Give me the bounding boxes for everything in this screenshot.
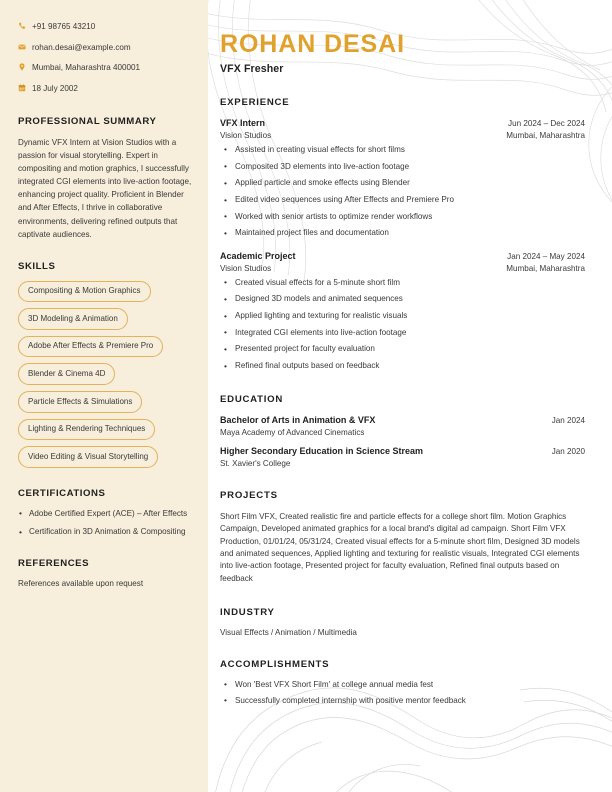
calendar-icon bbox=[18, 84, 32, 92]
experience-role: Academic Project bbox=[220, 250, 296, 261]
certification-item: • Adobe Certified Expert (ACE) – After Effects bbox=[18, 508, 192, 520]
education-date: Jan 2024 bbox=[551, 415, 585, 425]
skills-list bbox=[18, 281, 192, 468]
experience-bullet: • Applied lighting and texturing for realistic visuals bbox=[220, 311, 585, 322]
skill-pill: Particle Effects & Simulations bbox=[18, 391, 142, 413]
experience-entry-header bbox=[220, 118, 585, 130]
envelope-icon bbox=[18, 43, 32, 51]
accomplishment-item: • Successfully completed internship with positive mentor feedback bbox=[220, 696, 585, 707]
experience-date: Jan 2024 – May 2024 bbox=[507, 251, 585, 261]
experience-bullet: • Designed 3D models and animated sequences bbox=[220, 294, 585, 305]
section-heading-professional-summary: PROFESSIONAL SUMMARY bbox=[18, 115, 157, 127]
experience-bullet: • Applied particle and smoke effects using Blender bbox=[220, 178, 585, 189]
experience-date: Jun 2024 – Dec 2024 bbox=[508, 119, 585, 129]
sidebar bbox=[0, 0, 208, 792]
contact-phone-text: +91 98765 43210 bbox=[32, 22, 96, 31]
experience-entry-subheader bbox=[220, 131, 585, 140]
skill-pill: Video Editing & Visual Storytelling bbox=[18, 446, 158, 468]
candidate-job-title: VFX Fresher bbox=[220, 63, 284, 76]
skill-pill: Blender & Cinema 4D bbox=[18, 363, 115, 385]
experience-bullet: • Composited 3D elements into live-action footage bbox=[220, 162, 585, 173]
experience-entry bbox=[220, 118, 585, 239]
experience-entry-header bbox=[220, 251, 585, 263]
contact-item-location bbox=[18, 63, 192, 73]
experience-bullet: • Created visual effects for a 5-minute short film bbox=[220, 278, 585, 289]
education-entry-header bbox=[220, 446, 585, 458]
phone-icon bbox=[18, 22, 32, 30]
contact-email-text: rohan.desai@example.com bbox=[32, 42, 131, 52]
section-heading-projects: PROJECTS bbox=[220, 490, 278, 502]
contact-item-email bbox=[18, 43, 192, 53]
education-date: Jan 2020 bbox=[551, 446, 585, 456]
education-degree: Higher Secondary Education in Science Stream bbox=[220, 445, 424, 456]
education-entry bbox=[220, 415, 585, 437]
experience-bullet: • Maintained project files and documentation bbox=[220, 228, 585, 239]
professional-summary-text: Dynamic VFX Intern at Vision Studios with a passion for visual storytelling. Expert in compositing and motion graphics, I successfully integrated CGI elements into live-action footage, enhancing project quality. Proficient in Blender and After Effects, I thrive in collaborative environments, delivering refined outputs that captivate audiences. bbox=[18, 137, 192, 239]
education-degree: Bachelor of Arts in Animation & VFX bbox=[220, 414, 376, 425]
references-text: References available upon request bbox=[18, 579, 144, 589]
section-heading-references: REFERENCES bbox=[18, 558, 90, 570]
section-heading-education: EDUCATION bbox=[220, 393, 284, 405]
accomplishment-item: • Won 'Best VFX Short Film' at college annual media fest bbox=[220, 680, 585, 691]
experience-bullet: • Refined final outputs based on feedback bbox=[220, 361, 585, 372]
skill-pill: 3D Modeling & Animation bbox=[18, 308, 128, 330]
experience-bullet-list bbox=[220, 278, 585, 372]
experience-bullet-list bbox=[220, 145, 585, 239]
experience-organization: Vision Studios bbox=[220, 130, 272, 140]
accomplishments-list bbox=[220, 680, 585, 706]
education-school: Maya Academy of Advanced Cinematics bbox=[220, 427, 365, 437]
experience-bullet: • Worked with senior artists to optimize render workflows bbox=[220, 212, 585, 223]
contact-item-birthdate bbox=[18, 84, 192, 94]
main-content bbox=[208, 0, 612, 792]
experience-location: Mumbai, Maharashtra bbox=[506, 130, 585, 140]
contact-list bbox=[18, 22, 192, 94]
certifications-list bbox=[18, 508, 192, 538]
projects-text: Short Film VFX, Created realistic fire and particle effects for a college short film. Motion Graphics Campaign, Developed animated graphics for a local brand's digital ad campaign. Short Film VFX Production, 01/01/24, 05/31/24, Created visual effects for a 5-minute short film, Designed 3D models and animated sequences, Applied lighting and texturing for realistic visuals, Integrated CGI elements into live-action footage, Presented project for faculty evaluation, Refined final outputs based on feedback bbox=[220, 512, 580, 583]
skill-pill: Compositing & Motion Graphics bbox=[18, 281, 151, 303]
section-heading-accomplishments: ACCOMPLISHMENTS bbox=[220, 658, 330, 670]
experience-bullet: • Presented project for faculty evaluation bbox=[220, 344, 585, 355]
contact-birthdate-text: 18 July 2002 bbox=[32, 83, 78, 93]
skill-pill: Adobe After Effects & Premiere Pro bbox=[18, 336, 163, 358]
experience-organization: Vision Studios bbox=[220, 263, 272, 273]
experience-entry-subheader bbox=[220, 264, 585, 273]
section-heading-industry: INDUSTRY bbox=[220, 606, 275, 618]
contact-location-text: Mumbai, Maharashtra 400001 bbox=[32, 63, 140, 73]
education-entry bbox=[220, 446, 585, 468]
location-pin-icon bbox=[18, 63, 32, 71]
experience-bullet: • Edited video sequences using After Effects and Premiere Pro bbox=[220, 195, 585, 206]
experience-role: VFX Intern bbox=[220, 118, 266, 129]
experience-bullet: • Integrated CGI elements into live-action footage bbox=[220, 328, 585, 339]
experience-entry bbox=[220, 251, 585, 372]
certification-item: • Certification in 3D Animation & Compositing bbox=[18, 526, 192, 538]
education-entry-header bbox=[220, 415, 585, 427]
experience-bullet: • Assisted in creating visual effects for short films bbox=[220, 145, 585, 156]
candidate-name: ROHAN DESAI bbox=[220, 30, 405, 58]
industry-text: Visual Effects / Animation / Multimedia bbox=[220, 627, 357, 637]
education-school: St. Xavier's College bbox=[220, 459, 291, 469]
section-heading-skills: SKILLS bbox=[18, 260, 56, 272]
skill-pill: Lighting & Rendering Techniques bbox=[18, 419, 155, 441]
section-heading-experience: EXPERIENCE bbox=[220, 97, 290, 109]
contact-item-phone bbox=[18, 22, 192, 32]
section-heading-certifications: CERTIFICATIONS bbox=[18, 487, 106, 499]
experience-location: Mumbai, Maharashtra bbox=[506, 263, 585, 273]
